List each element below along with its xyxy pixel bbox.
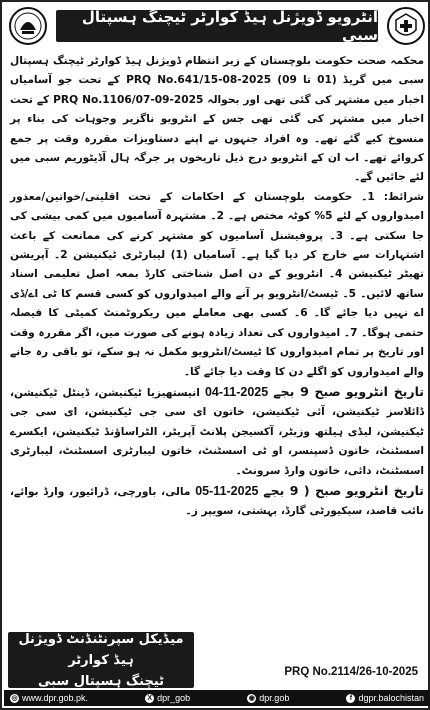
page-title: انٹرویو ڈویژنل ہیڈ کوارٹر ٹیچنگ ہسپتال سبی: [56, 10, 378, 42]
interview-2-time: صبح ( 9 بجے: [263, 482, 342, 498]
interview-1-block: [10, 382, 424, 481]
interview-2-posts: مالی، باورچی، ڈرائیور، وارڈ بوائے، نائب قاصد، سیکیورٹی گارڈ، بہشتی، سویپر ز۔: [10, 485, 424, 518]
interview-1-posts: انیستھیزیا ٹیکنیشن، ڈینٹل ٹیکنیشن، ڈائلاسز ٹیکنیشن، آئی ٹیکنیشن، خاتون ای سی جی ٹیکنیشن، ای سی جی ٹیکنیشن، لیڈی ہیلتھ وزیٹر، آکسیجن پلانٹ آپریٹر، الٹراساؤنڈ ٹیکنیشن، ایکسرے اسسٹنٹ، خاتون ڈسپنسر، او ٹی اسسٹنٹ، خاتون لیبارٹری اسسٹنٹ، لیبارٹری اسسٹنٹ، دائی، خاتون وارڈ سرونٹ۔: [10, 386, 424, 477]
instagram-link[interactable]: ◉ dpr.gob: [248, 693, 290, 703]
signatory-line-1: میڈیکل سپرنٹنڈنٹ ڈویژنل ہیڈ کوارٹر: [18, 631, 184, 668]
facebook-link[interactable]: f dgpr.balochistan: [346, 693, 424, 703]
interview-1-time: صبح 9 بجے: [273, 383, 341, 399]
interview-2-date: 05-11-2025: [195, 483, 259, 498]
prq-number: PRQ No.2114/26-10-2025: [284, 666, 418, 678]
health-department-emblem-icon: [386, 6, 426, 46]
interview-1-label: تاریخ انٹرویو: [345, 383, 424, 399]
instagram-icon: ◉: [248, 694, 255, 702]
conditions-paragraph: شرائط: 1۔ حکومت بلوچستان کے احکامات کے تحت اقلیتی/خواتین/معذور امیدواروں کے لئے 5% کوٹہ مختص ہے۔ 2۔ مشتہرہ آسامیوں میں کمی بیشی کی جا سکتی ہے۔ 3۔ پروفیشنل آسامیوں کو مشتہر کرنے کی ممانعت کے باعث اشتہارات سے خارج کر دیا گیا ہے۔ آسامیاں (1) لیبارٹری ٹیکنیشن 2۔ آپریشن تھیٹر ٹیکنیشن 4۔ انٹرویو کے دن اصل شناختی کارڈ بمعہ اصل تعلیمی اسناد ساتھ لائیں۔ 5۔ ٹیسٹ/انٹرویو پر آنے والے امیدواروں کو کسی قسم کا ٹی اے/ڈی اے نہیں دیا جائے گا۔ 6۔ کسی بھی معاملے میں ریکروٹمنٹ کمیٹی کا فیصلہ حتمی ہوگا۔ 7۔ امیدواروں کی تعداد زیادہ ہونے کی صورت میں، اگر مقررہ وقت اور تاریخ پر تمام امیدواروں کا ٹیسٹ/انٹرویو مکمل نہ ہو سکے، تو باقی رہ جانے والے امیدواروں کو اگلے دن کا وقت دیا جائے گا۔: [10, 190, 425, 378]
header: [6, 6, 428, 46]
interview-2-label: تاریخ انٹرویو: [346, 482, 424, 498]
interview-2-block: [10, 481, 424, 522]
website-link[interactable]: ◎ www.dpr.gob.pk.: [11, 693, 89, 703]
social-bar: [4, 690, 430, 706]
notice-body: [10, 52, 424, 522]
signatory-line-2: ٹیچنگ ہسپتال سبی: [37, 673, 165, 689]
balochistan-emblem-icon: [8, 6, 48, 46]
signatory-box: [8, 632, 194, 688]
intro-paragraph: محکمہ صحت حکومت بلوچستان کے زیر انتظام ڈویژنل ہیڈ کوارٹر ٹیچنگ ہسپتال سبی میں گریڈ (01 تا 09) PRQ No.641/15-08-2025 کے تحت جو آسامیاں اخبار میں مشتہر کی گئی تھی اور بحوالہ PRQ No.1106/07-09-2025 کے تحت اخبار میں مشتہر کی گئی تھی جس کے انٹرویو ناگزیر وجوہات کی بناء پر منسوخ کیے گئے تھے۔ وہ افراد جنہوں نے اپنے دستاویزات مقررہ وقت پر جمع کروائے تھے۔ اب ان کے انٹرویو درج ذیل تاریخوں پر جرگہ ہال آڈیٹوریم سبی میں لئے جائیں گے۔: [10, 55, 424, 184]
x-twitter-icon: X: [145, 694, 154, 703]
globe-icon: ◎: [11, 694, 18, 702]
interview-1-date: 04-11-2025: [204, 384, 269, 399]
twitter-link[interactable]: X dpr_gob: [145, 693, 190, 703]
facebook-icon: f: [346, 694, 355, 703]
